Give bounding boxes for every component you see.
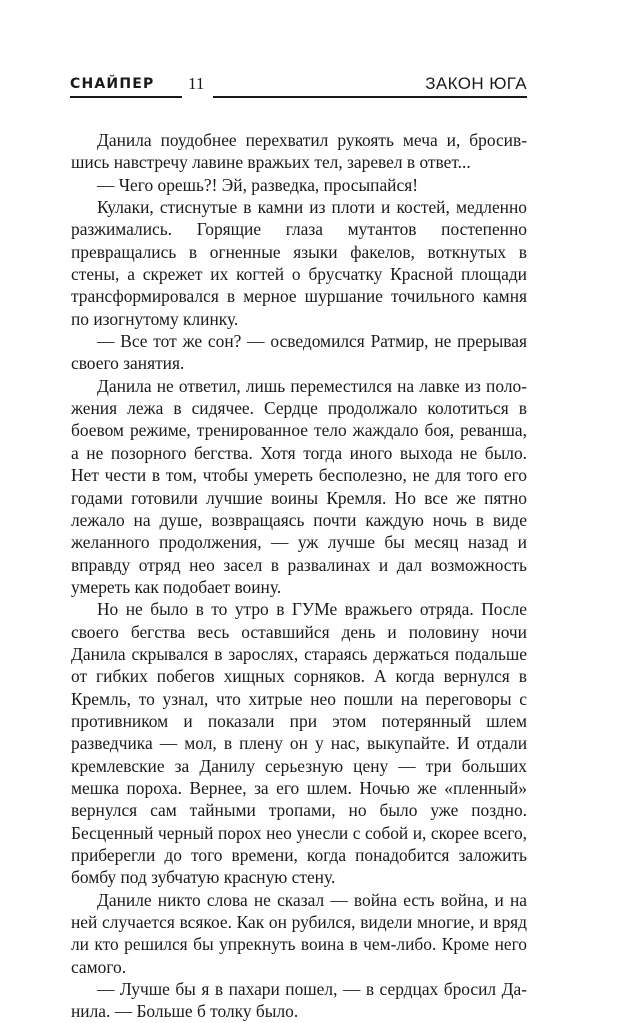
paragraph: — Все тот же сон? — осведомился Ратмир, не прерывая своего занятия.: [71, 331, 527, 374]
page-number: 11: [188, 74, 205, 93]
paragraph: Даниле никто слова не сказал — война есть война, и на ней случается всякое. Как он рубился, видели многие, и вряд ли кто решился бы упрекнуть воина в чем-либо. Кроме него самого.: [71, 889, 527, 977]
paragraph: Но не было в то утро в ГУМе вражьего отряда. После своего бегства весь оставшийся день и половину ночи Данила скрывался в зарослях, стараясь держаться подальше от гибких побегов хищных сорняков. А когда вернулся в Кремль, то узнал, что хитрые нео пошли на переговоры с противником и показали при этом потерянный шлем разведчика — мол, в плену он у нас, выкупайте. И отдали кремлевские за Данилу серьезную цену — три больших мешка пороха. Вернее, за его шлем. Ночью же «пленный» вернулся сам тайными тропами, но было уже поздно. Бесценный черный порох нео унесли с собой и, скорее всего, приберегли до того времени, когда понадобится заложить бомбу под зубчатую красную стену.: [71, 599, 527, 888]
book-title: ЗАКОН ЮГА: [425, 74, 527, 93]
series-title: СНАЙПЕР: [70, 76, 155, 92]
header-rule-right: [213, 96, 527, 98]
paragraph: — Лучше бы я в пахари пошел, — в сердцах бросил Данила. — Больше б толку было.: [71, 979, 527, 1022]
body-text: [71, 129, 527, 1023]
paragraph: Кулаки, стиснутые в камни из плоти и костей, медленно разжимались. Горящие глаза мутантов постепенно превращались в огненные языки факелов, воткнутых в стены, а скрежет их когтей о брусчатку Красной площади трансформировался в мерное шуршание точильного камня по изогнутому клинку.: [71, 197, 527, 329]
paragraph: — Чего орешь?! Эй, разведка, просыпайся!: [97, 174, 418, 195]
running-header: [70, 76, 527, 100]
header-rule-left: [70, 96, 182, 98]
paragraph: Данила не ответил, лишь переместился на лавке из положения лежа в сидячее. Сердце продолжало колотиться в боевом режиме, тренированное тело жаждало боя, реванша, а не позорного бегства. Хотя тогда иного выхода не было. Нет чести в том, чтобы умереть бесполезно, не для того его годами готовили лучшие воины Кремля. Но все же пятно лежало на душе, возвращаясь почти каждую ночь в виде желанного продолжения, — уж лучше бы месяц назад и вправду отряд нео засел в развалинах и дал возможность умереть как подобает воину.: [71, 375, 527, 597]
paragraph: Данила поудобнее перехватил рукоять меча и, бросившись навстречу лавине вражьих тел, заревел в ответ...: [71, 130, 527, 173]
